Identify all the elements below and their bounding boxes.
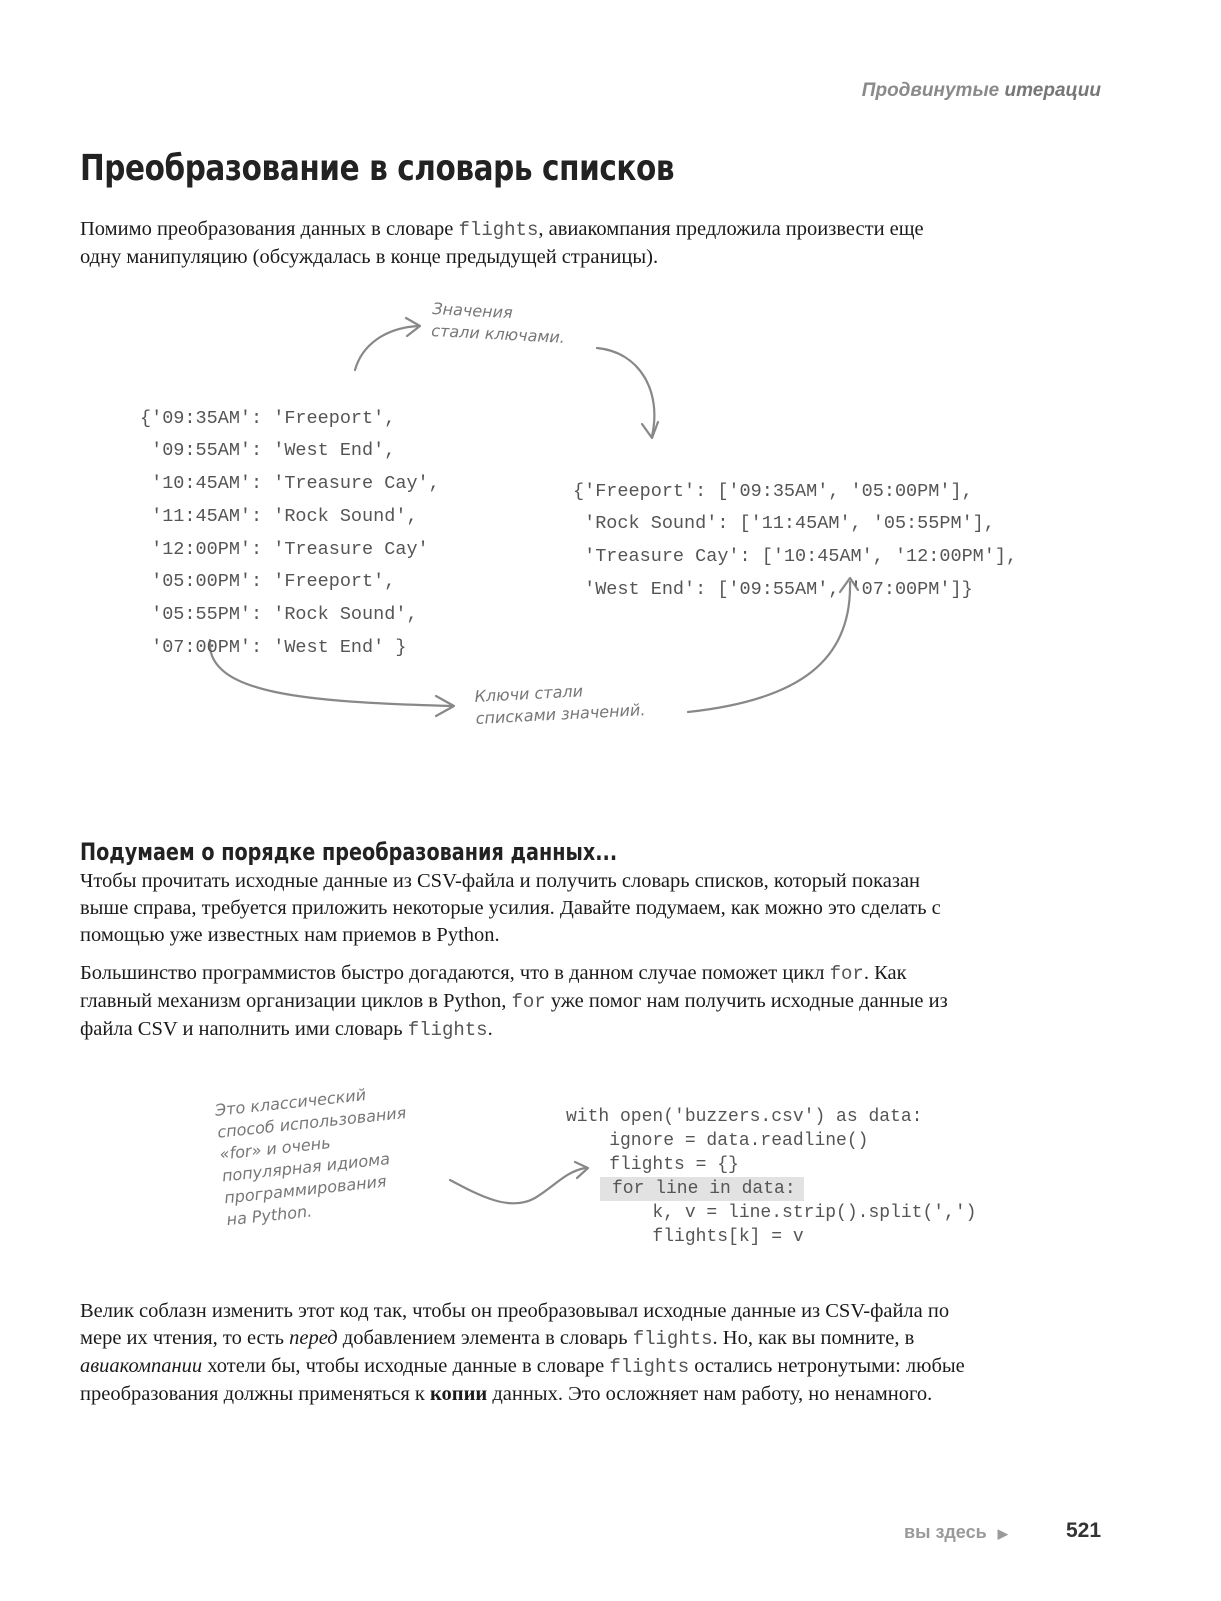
code-line: flights = {} xyxy=(566,1155,739,1175)
code-flights: flights xyxy=(609,1356,690,1378)
code-flights: flights xyxy=(458,219,539,241)
p3-text-6: данных. Это осложняет нам работу, но ненамного. xyxy=(487,1383,933,1405)
page-title: Преобразование в словарь списков xyxy=(80,148,675,189)
code-for: for xyxy=(829,963,864,985)
p2-text-3: уже помог нам получить исходные данные из файла CSV и наполнить ими словарь xyxy=(80,990,948,1040)
left-dict-line: '11:45AM': 'Rock Sound', xyxy=(140,505,418,527)
for-loop-line: for line in data: xyxy=(612,1179,796,1199)
code-line-highlighted xyxy=(600,1177,804,1201)
section-subtitle: Подумаем о порядке преобразования данных... xyxy=(80,838,618,866)
right-dict-line: {'Freeport': ['09:35AM', '05:00PM'], xyxy=(573,480,973,502)
left-dict-line: '05:55PM': 'Rock Sound', xyxy=(140,603,418,625)
left-dict-line: {'09:35AM': 'Freeport', xyxy=(140,407,396,429)
left-dict-line: '07:00PM': 'West End' } xyxy=(140,636,407,658)
right-dict-line: 'Treasure Cay': ['10:45AM', '12:00PM'], xyxy=(573,546,1018,568)
p3-emphasis-1: перед xyxy=(289,1327,338,1349)
p3-text-2: добавлением элемента в словарь xyxy=(337,1327,633,1349)
p3-text-4: хотели бы, чтобы исходные данные в словаре xyxy=(202,1355,610,1377)
left-dict-line: '12:00PM': 'Treasure Cay' xyxy=(140,538,429,560)
code-line: flights[k] = v xyxy=(566,1227,804,1247)
footer-you-are-here-label: вы здесь xyxy=(904,1522,987,1542)
left-dict-line: '09:55AM': 'West End', xyxy=(140,440,396,462)
code-line: k, v = line.strip().split(',') xyxy=(566,1203,977,1223)
code-flights: flights xyxy=(632,1328,713,1350)
p3-strong: копии xyxy=(429,1383,488,1405)
code-line: with open('buzzers.csv') as data: xyxy=(566,1107,923,1127)
paragraph-1-text: Чтобы прочитать исходные данные из CSV-файла и получить словарь списков, который показан выше справа, требуется приложить некоторые усилия. Давайте подумаем, как можно это сделать с помощью уже известных нам приемов в Python. xyxy=(80,870,941,946)
footer-you-are-here xyxy=(904,1522,1008,1543)
note-keys-became-lists: Ключи стали списками значений. xyxy=(474,681,646,728)
note-classic-for: Это классический способ использования «for» и очень популярная идиома программирования на Python. xyxy=(214,1085,408,1230)
note-values-became-keys: Значения стали ключами. xyxy=(430,298,566,347)
p2-text-4: . xyxy=(487,1018,493,1040)
p2-text-2: . Как главный механизм организации циклов в Python, xyxy=(80,962,907,1012)
code-line: ignore = data.readline() xyxy=(566,1131,869,1151)
left-dict-code xyxy=(140,370,440,697)
p3-text-3: . Но, как вы помните, в xyxy=(712,1327,915,1349)
code-for: for xyxy=(511,991,546,1013)
triangle-right-icon: ▶ xyxy=(997,1526,1008,1541)
right-dict-line: 'West End': ['09:55AM', '07:00PM']} xyxy=(573,578,973,600)
code-snippet xyxy=(566,1081,976,1273)
paragraph-1 xyxy=(80,868,970,949)
arrow-to-right-dict xyxy=(597,348,654,436)
running-header-part2: итерации xyxy=(1004,80,1101,101)
right-dict-line: 'Rock Sound': ['11:45AM', '05:55PM'], xyxy=(573,513,995,535)
p3-emphasis-2: авиакомпании xyxy=(80,1355,203,1377)
paragraph-3 xyxy=(80,1298,970,1408)
paragraph-2 xyxy=(80,960,970,1044)
left-dict-line: '10:45AM': 'Treasure Cay', xyxy=(140,473,440,495)
intro-text-2: , авиакомпания предложила произвести еще одну манипуляцию (обсуждалась в конце предыдущей страницы). xyxy=(80,218,924,268)
arrow-to-values-note xyxy=(355,326,418,370)
p3-text-5: остались нетронутыми: любые преобразования должны применяться к xyxy=(80,1355,965,1405)
arrow-to-for-loop xyxy=(450,1168,585,1203)
page-number: 521 xyxy=(1066,1519,1102,1542)
intro-text-1: Помимо преобразования данных в словаре xyxy=(80,218,459,240)
left-dict-line: '05:00PM': 'Freeport', xyxy=(140,571,396,593)
right-dict-code xyxy=(573,443,1017,639)
p3-text-1: Велик соблазн изменить этот код так, чтобы он преобразовывал исходные данные из CSV-файла по мере их чтения, то есть xyxy=(80,1300,950,1349)
code-flights: flights xyxy=(407,1019,488,1041)
running-header-part1: Продвинутые xyxy=(861,80,1000,101)
code-line-wrapper xyxy=(566,1177,976,1201)
p2-text-1: Большинство программистов быстро догадаются, что в данном случае поможет цикл xyxy=(80,962,830,984)
